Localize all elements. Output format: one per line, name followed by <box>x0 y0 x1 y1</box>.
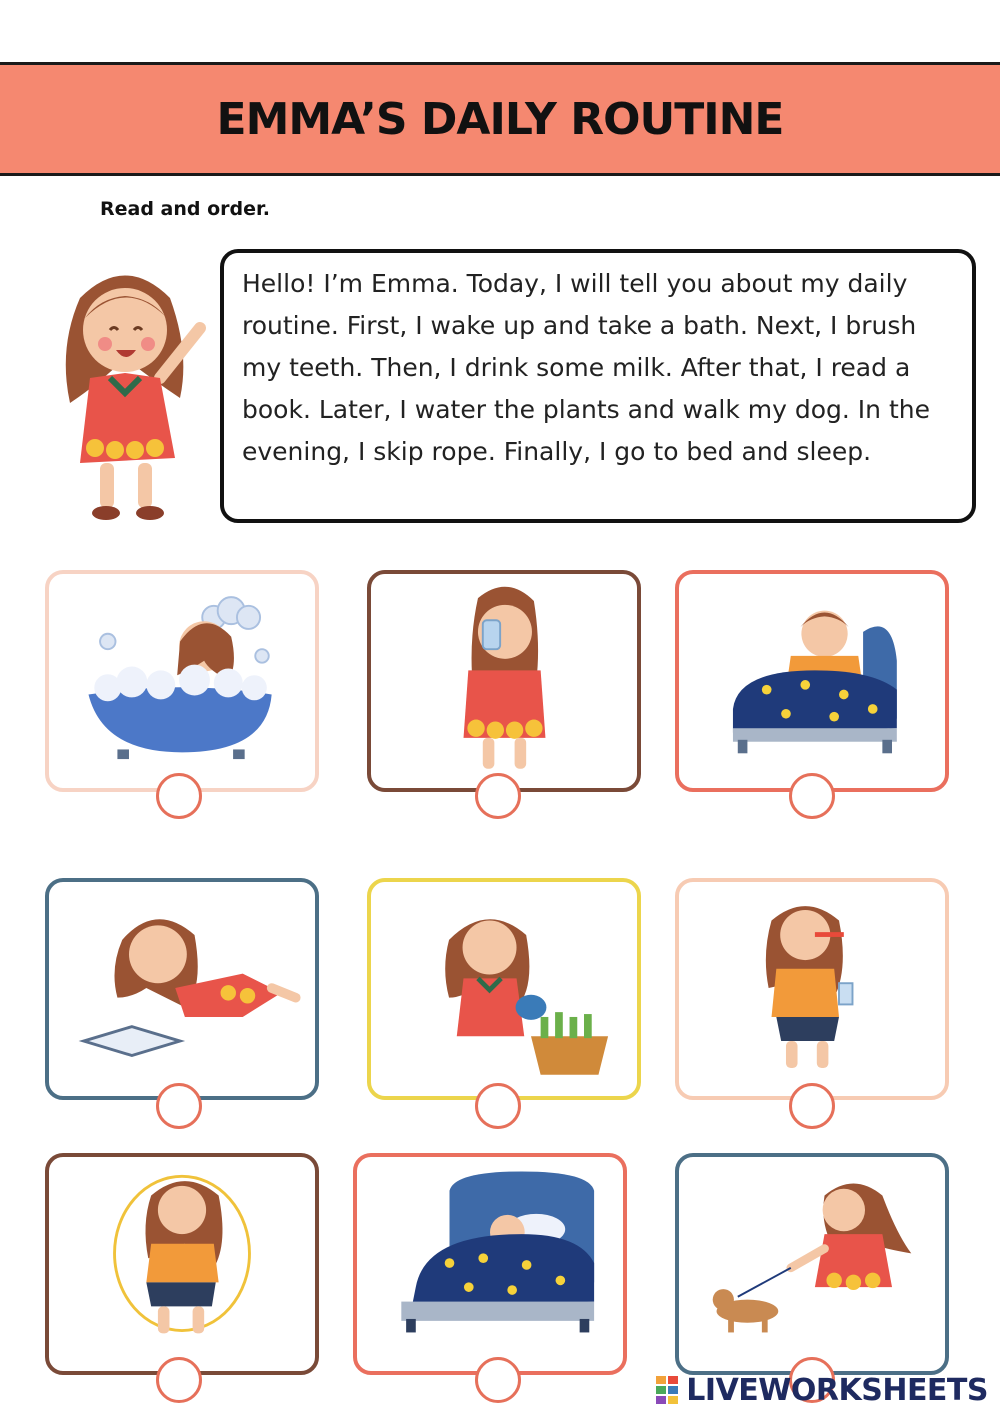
go-to-bed-illustration <box>357 1157 623 1371</box>
title-banner <box>0 62 1000 176</box>
picture-card-read <box>45 878 319 1100</box>
answer-circle[interactable] <box>475 1083 521 1129</box>
answer-circle[interactable] <box>156 1083 202 1129</box>
page-title: EMMA’S DAILY ROUTINE <box>216 93 784 145</box>
picture-card-bath <box>45 570 319 792</box>
picture-card-wake-up <box>675 570 949 792</box>
water-plants-illustration <box>371 882 637 1096</box>
drink-milk-illustration <box>371 574 637 788</box>
brush-teeth-illustration <box>679 882 945 1096</box>
answer-circle[interactable] <box>156 773 202 819</box>
picture-card-brush <box>675 878 949 1100</box>
picture-card-bed <box>353 1153 627 1375</box>
read-book-illustration <box>49 882 315 1096</box>
bath-illustration <box>49 574 315 788</box>
logo-text: LIVEWORKSHEETS <box>686 1373 988 1408</box>
emma-illustration <box>40 258 210 528</box>
walk-dog-illustration <box>679 1157 945 1371</box>
answer-circle[interactable] <box>475 1357 521 1403</box>
answer-circle[interactable] <box>789 773 835 819</box>
instruction-text: Read and order. <box>100 198 270 220</box>
answer-circle[interactable] <box>156 1357 202 1403</box>
answer-circle[interactable] <box>789 1083 835 1129</box>
picture-card-skip-rope <box>45 1153 319 1375</box>
wake-up-illustration <box>679 574 945 788</box>
answer-circle[interactable] <box>475 773 521 819</box>
story-passage: Hello! I’m Emma. Today, I will tell you about my daily routine. First, I wake up and take a bath. Next, I brush my teeth. Then, I drink some milk. After that, I read a book. Later, I water the plants and walk my dog. In the evening, I skip rope. Finally, I go to bed and sleep. <box>220 249 976 523</box>
liveworksheets-logo <box>656 1373 988 1408</box>
picture-card-walk-dog <box>675 1153 949 1375</box>
logo-icon <box>656 1376 680 1406</box>
picture-card-water <box>367 878 641 1100</box>
picture-card-milk <box>367 570 641 792</box>
skip-rope-illustration <box>49 1157 315 1371</box>
